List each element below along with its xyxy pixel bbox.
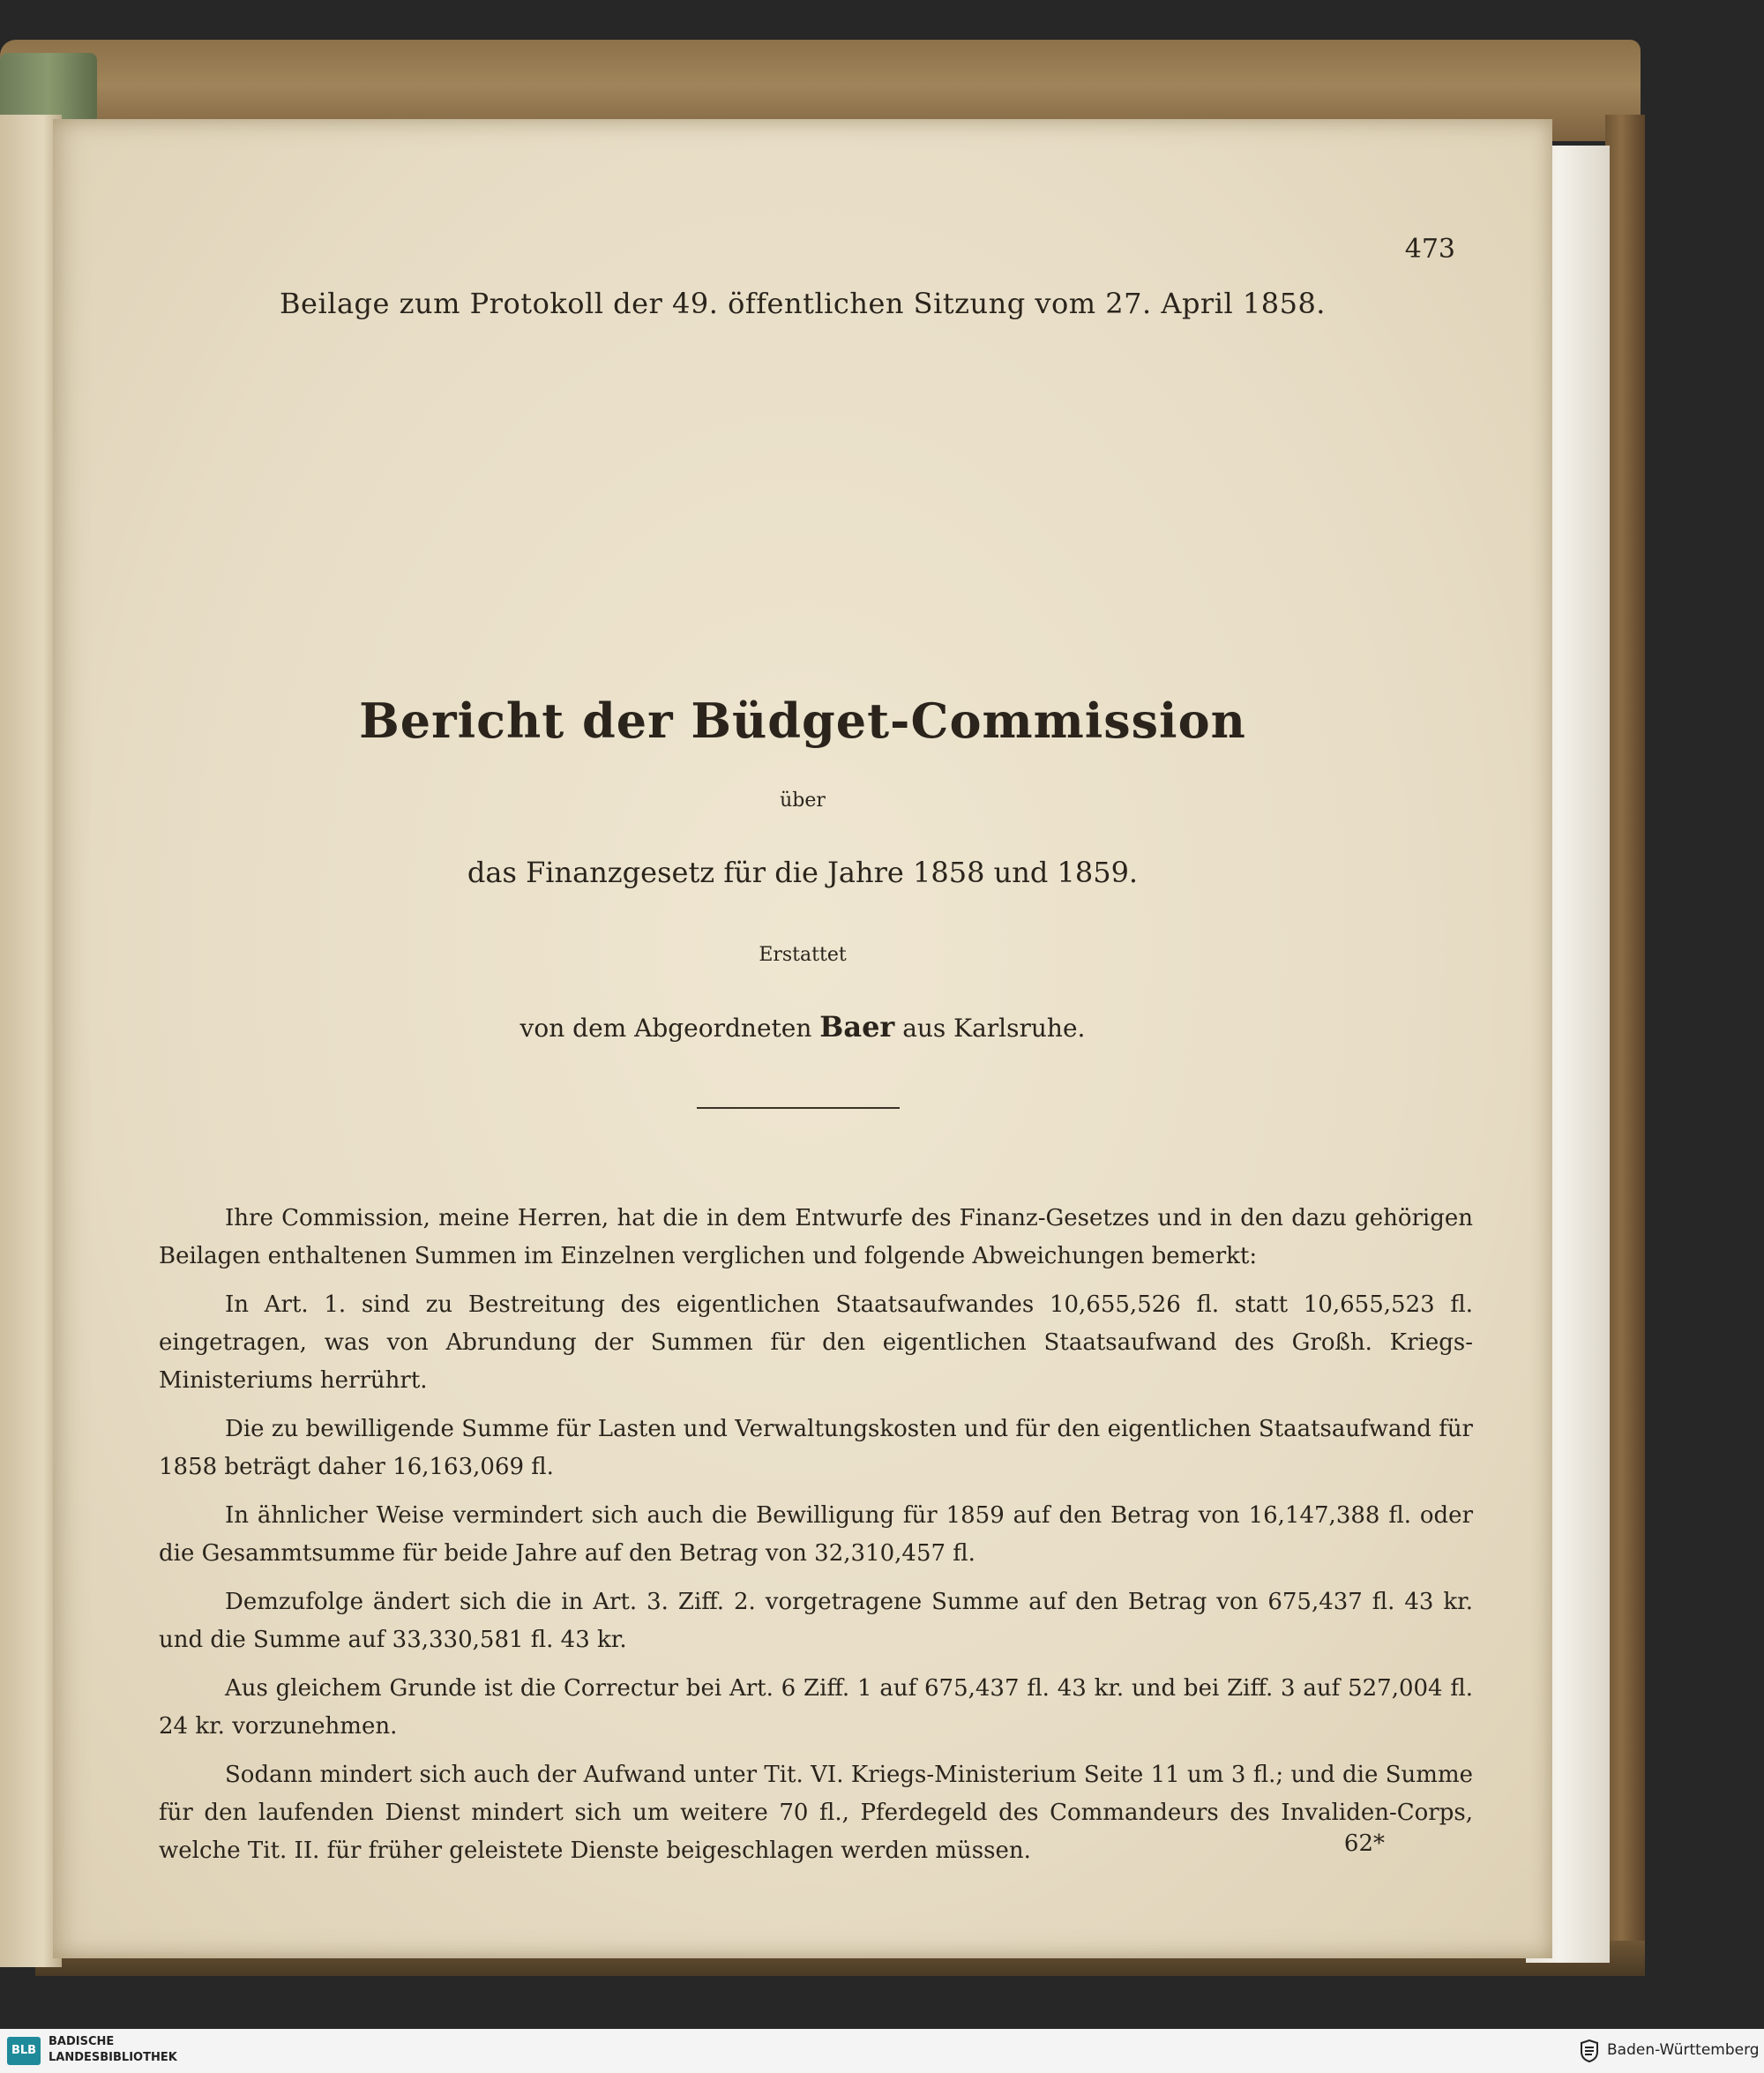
paragraph: Demzufolge ändert sich die in Art. 3. Ziff. 2. vorgetragene Summe auf den Betrag von 675,437 fl. 43 kr. und die Summe auf 33,330,581 fl. 43 kr. (159, 1589, 1473, 1653)
paragraph: In Art. 1. sind zu Bestreitung des eigentlichen Staatsaufwandes 10,655,526 fl. statt 10,655,523 fl. eingetragen, was von Abrundung der Summen für den eigentlichen Staatsaufwand des Großh. Kriegs-Ministeriums herrührt. (159, 1291, 1473, 1394)
byline-prefix: von dem Abgeordneten (519, 1014, 812, 1043)
separator-rule (697, 1107, 900, 1109)
paragraph: Aus gleichem Grunde ist die Correctur bei Art. 6 Ziff. 1 auf 675,437 fl. 43 kr. und bei Ziff. 3 auf 527,004 fl. 24 kr. vorzunehmen. (159, 1675, 1473, 1740)
paragraph: In ähnlicher Weise vermindert sich auch die Bewilligung für 1859 auf den Betrag von 16,147,388 fl. oder die Gesammtsumme für beide Jahre auf den Betrag von 32,310,457 fl. (159, 1502, 1473, 1567)
supplement-heading: Beilage zum Protokoll der 49. öffentlichen Sitzung vom 27. April 1858. (280, 287, 1326, 320)
blb-logo-icon[interactable]: BLB (7, 2037, 41, 2065)
about-word: über (780, 790, 826, 812)
paragraph: Ihre Commission, meine Herren, hat die in dem Entwurfe des Finanz-Gesetzes und in den dazu gehörigen Beilagen enthaltenen Summen im Einzelnen verglichen und folgende Abweichungen bemerkt: (159, 1205, 1473, 1269)
author-name: Baer (819, 1010, 895, 1044)
submitted-label: Erstattet (759, 944, 847, 966)
book-cover-right (1605, 115, 1645, 1976)
signature-mark: 62* (1343, 1830, 1385, 1857)
report-body (159, 1200, 1473, 1881)
library-name[interactable] (49, 2034, 177, 2066)
page-number: 473 (1404, 234, 1455, 265)
library-name-line1: BADISCHE (49, 2035, 115, 2048)
author-byline (53, 1010, 1552, 1044)
library-name-line2: LANDESBIBLIOTHEK (49, 2051, 177, 2064)
report-title: Bericht der Büdget-Commission (359, 692, 1246, 749)
baden-wuerttemberg-lion-icon (1579, 2039, 1600, 2062)
byline-suffix: aus Karlsruhe. (902, 1014, 1086, 1043)
partner-logo-text[interactable]: Baden-Württemberg (1607, 2041, 1760, 2059)
book-spine-ribbon (0, 53, 97, 123)
report-subject: das Finanzgesetz für die Jahre 1858 und 1859. (467, 856, 1139, 889)
paragraph: Sodann mindert sich auch der Aufwand unter Tit. VI. Kriegs-Ministerium Seite 11 um 3 fl.; und die Summe für den laufenden Dienst mindert sich um weitere 70 fl., Pferdegeld des Commandeurs des Invaliden-Corps, welche Tit. II. für früher geleistete Dienste beigeschlagen werden müssen. (159, 1762, 1473, 1864)
viewer-footer (0, 2029, 1764, 2073)
document-page (53, 119, 1552, 1958)
paragraph: Die zu bewilligende Summe für Lasten und Verwaltungskosten und für den eigentlichen Staatsaufwand für 1858 beträgt daher 16,163,069 fl. (159, 1416, 1473, 1480)
